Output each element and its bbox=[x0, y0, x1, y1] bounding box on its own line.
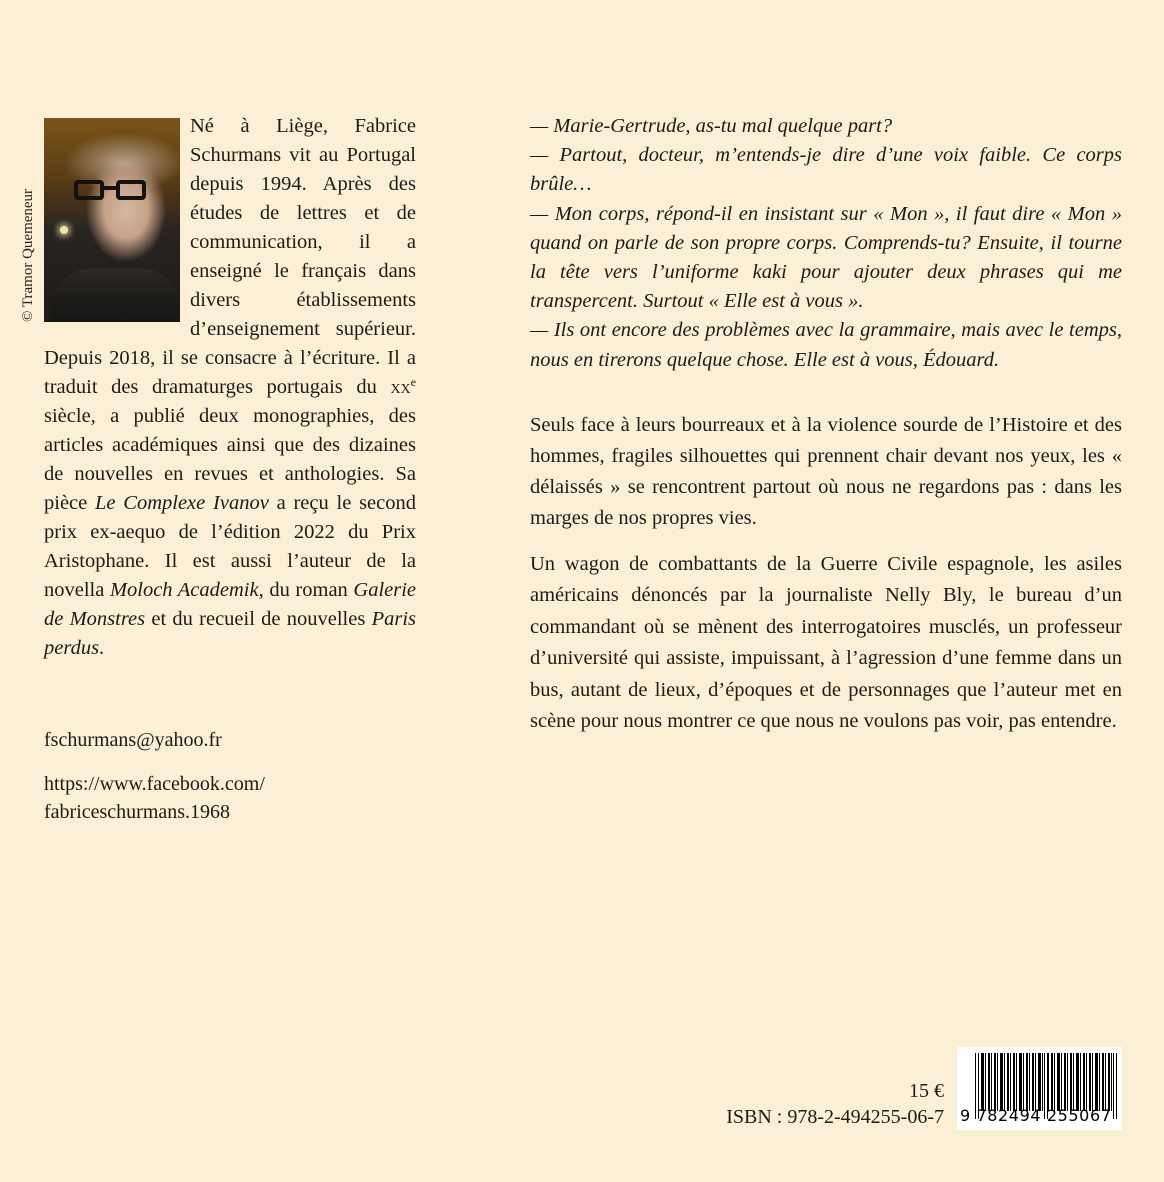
price: 15 € bbox=[909, 1080, 944, 1102]
dialogue-line: — Mon corps, répond-il en insistant sur « Mon », il faut dire « Mon » quand on parle de son propre corps. Comprends-tu? Ensuite, il tourne la tête vers l’uniforme kaki pour ajouter deux phrases qui me transpercent. Surtout « Elle est à vous ». bbox=[530, 202, 1122, 313]
book-title: Le Complexe Ivanov bbox=[95, 492, 269, 514]
century-numeral: xx bbox=[390, 376, 411, 398]
book-title: Moloch Academik bbox=[109, 579, 259, 601]
author-bio: Né à Liège, Fabrice Schurmans vit au Portugal depuis 1994. Après des études de lettres et de communication, il a enseigné le français dans divers établissements d’enseignement supérieur. Depuis 2018, il se consacre à l’écriture. Il a traduit des dramaturges portugais du $xx^e$ siècle, a publié deux monographies, des articles académiques ainsi que des dizaines de nouvelles en revues et anthologies. Sa pièce Le Complexe Ivanov a reçu le second prix ex-aequo de l’édition 2022 du Prix Aristophane. Il est aussi l’auteur de la novella Moloch Academik, du roman Galerie de Monstres et du recueil de nouvelles Paris perdus. bbox=[44, 115, 417, 659]
book-title: Galerie de Monstres bbox=[44, 579, 417, 630]
dialogue-line: — Partout, docteur, m’entends-je dire d’une voix faible. Ce corps brûle… bbox=[530, 144, 1122, 196]
author-email-link[interactable]: fschurmans@yahoo.fr bbox=[44, 729, 222, 751]
barcode bbox=[957, 1047, 1122, 1130]
book-title: Paris perdus bbox=[44, 608, 416, 659]
blurb-paragraph-1: Seuls face à leurs bourreaux et à la violence sourde de l’Histoire et des hommes, fragiles silhouettes qui prennent chair devant nos yeux, les « délaissés » se rencontrent partout où nous ne regardons pas : dans les marges de nos propres vies. bbox=[530, 414, 1122, 529]
blurb-paragraph-2: Un wagon de combattants de la Guerre Civile espagnole, les asiles américains dénoncés par la journaliste Nelly Bly, le bureau d’un commandant où se mènent des interrogatoires musclés, un professeur d’université qui assiste, impuissant, à l’agression d’une femme dans un bus, autant de lieux, d’époques et de personnages que l’auteur met en scène pour nous montrer ce que nous ne voulons pas voir, pas entendre. bbox=[530, 553, 1122, 733]
photo-credit: © Tramor Quemeneur bbox=[20, 188, 36, 322]
book-excerpt bbox=[530, 112, 1122, 375]
isbn: ISBN : 978-2-494255-06-7 bbox=[726, 1106, 944, 1128]
dialogue-line: — Marie-Gertrude, as-tu mal quelque part? bbox=[530, 115, 893, 137]
author-facebook-link[interactable]: https://www.facebook.com/ fabriceschurmans.1968 bbox=[44, 773, 265, 823]
barcode-digits: 9 782494 255067 bbox=[960, 1106, 1112, 1125]
dialogue-line: — Ils ont encore des problèmes avec la grammaire, mais avec le temps, nous en tirerons quelque chose. Elle est à vous, Édouard. bbox=[530, 319, 1122, 371]
